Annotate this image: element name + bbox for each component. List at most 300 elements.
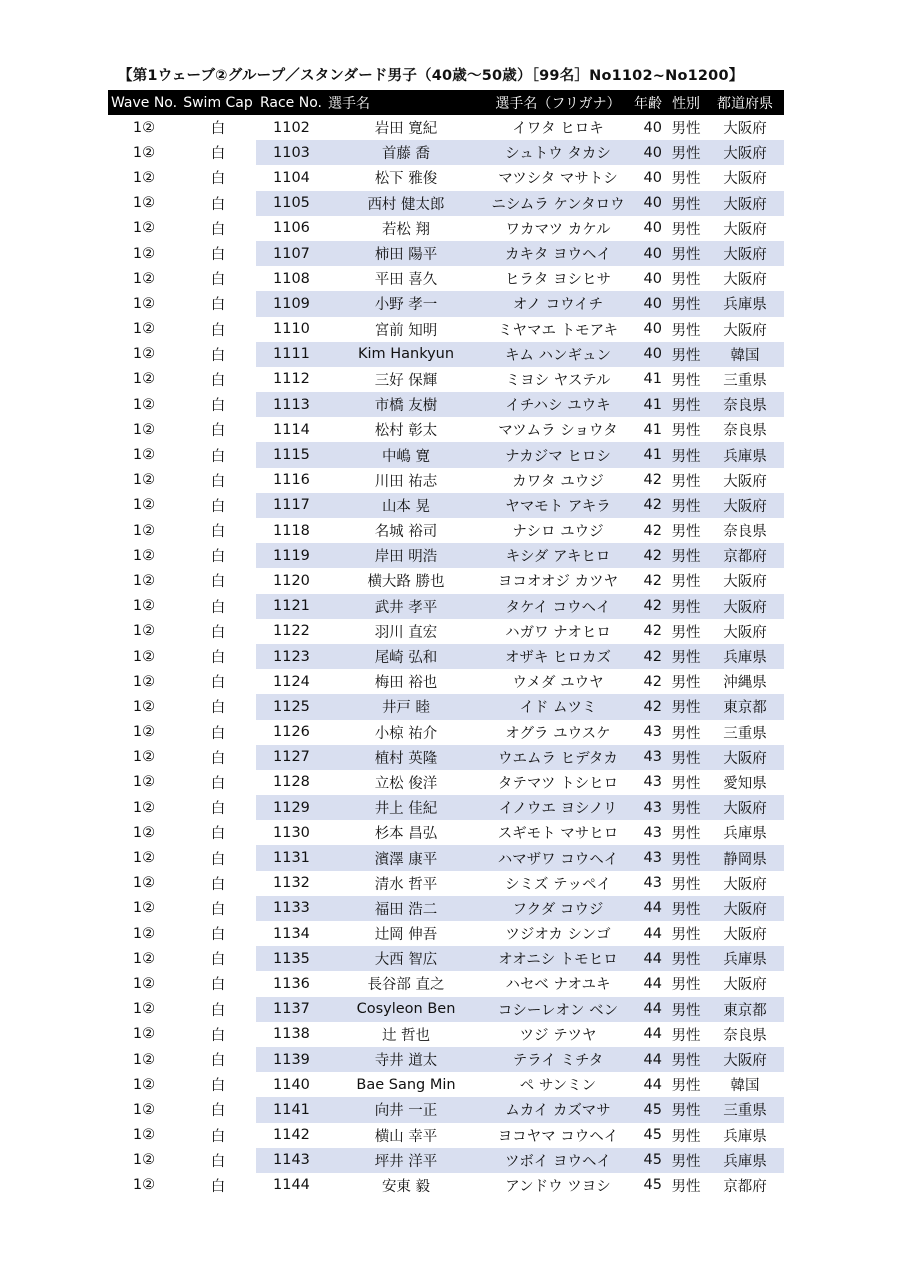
cell-swim-cap: 白 — [210, 876, 226, 893]
cell-name: 小野 孝一 — [326, 291, 486, 316]
cell-age: 42 — [630, 493, 666, 518]
cell-wave: 1② — [132, 270, 156, 287]
cell-prefecture: 大阪府 — [723, 171, 767, 188]
cell-wave: 1② — [132, 547, 156, 564]
cell-prefecture: 大阪府 — [723, 574, 767, 591]
table-row — [108, 694, 784, 719]
cell-age: 43 — [630, 845, 666, 870]
cell-name: 寺井 道太 — [326, 1047, 486, 1072]
cell-swim-cap: 白 — [210, 448, 226, 465]
cell-swim-cap: 白 — [210, 599, 226, 616]
cell-name: 名城 裕司 — [374, 524, 438, 541]
roster-body — [108, 115, 784, 1198]
table-row — [108, 140, 784, 165]
cell-name: 井戸 睦 — [326, 694, 486, 719]
cell-wave: 1② — [132, 648, 156, 665]
cell-name: 尾崎 弘和 — [326, 644, 486, 669]
cell-race-no: 1139 — [256, 1047, 326, 1072]
cell-wave: 1② — [132, 421, 156, 438]
cell-sex: 男性 — [666, 543, 706, 568]
cell-wave: 1② — [132, 1076, 156, 1093]
cell-swim-cap: 白 — [210, 473, 226, 490]
cell-sex: 男性 — [666, 946, 706, 971]
cell-wave: 1② — [132, 1177, 156, 1194]
cell-age: 40 — [643, 321, 662, 338]
cell-age: 40 — [643, 169, 662, 186]
cell-age: 44 — [643, 1076, 662, 1093]
cell-kana: ヤマモト アキラ — [486, 493, 630, 518]
cell-sex: 男性 — [666, 291, 706, 316]
cell-age: 41 — [643, 371, 662, 388]
cell-kana: ツボイ ヨウヘイ — [486, 1148, 630, 1173]
cell-age: 40 — [630, 191, 666, 216]
cell-name: 羽川 直宏 — [374, 624, 438, 641]
cell-race-no: 1128 — [273, 774, 310, 791]
cell-race-no: 1142 — [273, 1127, 310, 1144]
cell-wave: 1② — [132, 169, 156, 186]
cell-race-no: 1121 — [256, 594, 326, 619]
cell-race-no: 1143 — [256, 1148, 326, 1173]
cell-name: 濱澤 康平 — [326, 845, 486, 870]
cell-wave: 1② — [132, 824, 156, 841]
table-row — [108, 367, 784, 392]
cell-wave: 1② — [132, 1051, 156, 1068]
cell-age: 42 — [643, 623, 662, 640]
cell-race-no: 1104 — [273, 169, 310, 186]
cell-sex: 男性 — [666, 442, 706, 467]
cell-sex: 男性 — [666, 845, 706, 870]
cell-race-no: 1126 — [273, 724, 310, 741]
cell-wave: 1② — [132, 245, 156, 262]
cell-race-no: 1136 — [273, 975, 310, 992]
cell-sex: 男性 — [671, 977, 701, 994]
cell-prefecture: 奈良県 — [723, 524, 767, 541]
table-row — [108, 770, 784, 795]
cell-race-no: 1105 — [256, 191, 326, 216]
cell-prefecture: 兵庫県 — [706, 946, 784, 971]
cell-age: 41 — [630, 392, 666, 417]
cell-wave: 1② — [132, 623, 156, 640]
cell-prefecture: 大阪府 — [706, 241, 784, 266]
cell-prefecture: 大阪府 — [723, 221, 767, 238]
header-prefecture: 都道府県 — [706, 90, 784, 115]
cell-sex: 男性 — [666, 997, 706, 1022]
table-row — [108, 1022, 784, 1047]
cell-name: Bae Sang Min — [356, 1076, 456, 1093]
cell-age: 44 — [630, 1047, 666, 1072]
cell-age: 44 — [630, 896, 666, 921]
cell-name: Kim Hankyun — [326, 342, 486, 367]
cell-age: 45 — [630, 1097, 666, 1122]
cell-swim-cap: 白 — [210, 423, 226, 440]
cell-prefecture: 大阪府 — [723, 624, 767, 641]
cell-swim-cap: 白 — [210, 121, 226, 138]
cell-wave: 1② — [132, 598, 156, 615]
cell-kana: イノウエ ヨシノリ — [486, 795, 630, 820]
cell-swim-cap: 白 — [210, 1128, 226, 1145]
cell-name: 柿田 陽平 — [326, 241, 486, 266]
table-row — [108, 971, 784, 996]
table-row — [108, 291, 784, 316]
cell-sex: 男性 — [666, 795, 706, 820]
cell-prefecture: 兵庫県 — [723, 1128, 767, 1145]
cell-wave: 1② — [132, 220, 156, 237]
cell-sex: 男性 — [671, 1178, 701, 1195]
cell-sex: 男性 — [666, 1148, 706, 1173]
cell-prefecture: 兵庫県 — [706, 644, 784, 669]
cell-sex: 男性 — [671, 927, 701, 944]
cell-wave: 1② — [132, 799, 156, 816]
cell-race-no: 1130 — [273, 824, 310, 841]
cell-name: 小椋 祐介 — [374, 725, 438, 742]
cell-prefecture: 三重県 — [723, 725, 767, 742]
cell-race-no: 1114 — [273, 421, 310, 438]
cell-swim-cap: 白 — [210, 146, 226, 163]
table-row — [108, 165, 784, 190]
table-row — [108, 871, 784, 896]
cell-name: 平田 喜久 — [374, 272, 438, 289]
cell-wave: 1② — [132, 371, 156, 388]
cell-prefecture: 大阪府 — [706, 896, 784, 921]
cell-prefecture: 大阪府 — [723, 977, 767, 994]
cell-prefecture: 韓国 — [730, 1078, 760, 1095]
cell-prefecture: 大阪府 — [723, 473, 767, 490]
cell-race-no: 1108 — [273, 270, 310, 287]
header-name: 選手名 — [326, 90, 486, 115]
cell-swim-cap: 白 — [210, 700, 226, 717]
table-row — [108, 1047, 784, 1072]
cell-kana: スギモト マサヒロ — [497, 826, 619, 843]
cell-swim-cap: 白 — [210, 927, 226, 944]
cell-prefecture: 奈良県 — [706, 392, 784, 417]
cell-wave: 1② — [132, 321, 156, 338]
cell-kana: ハマザワ コウヘイ — [486, 845, 630, 870]
cell-kana: キム ハンギュン — [486, 342, 630, 367]
cell-prefecture: 大阪府 — [723, 927, 767, 944]
cell-race-no: 1125 — [256, 694, 326, 719]
table-row — [108, 216, 784, 241]
cell-swim-cap: 白 — [210, 901, 226, 918]
cell-kana: イド ムツミ — [486, 694, 630, 719]
cell-age: 43 — [643, 824, 662, 841]
cell-age: 44 — [630, 946, 666, 971]
cell-sex: 男性 — [666, 745, 706, 770]
cell-name: 岸田 明浩 — [326, 543, 486, 568]
cell-race-no: 1110 — [273, 321, 310, 338]
table-row — [108, 1173, 784, 1198]
cell-swim-cap: 白 — [210, 498, 226, 515]
cell-name: 若松 翔 — [381, 221, 431, 238]
cell-age: 42 — [630, 694, 666, 719]
cell-name: 松村 彰太 — [374, 423, 438, 440]
cell-race-no: 1117 — [256, 493, 326, 518]
cell-kana: キシダ アキヒロ — [486, 543, 630, 568]
cell-name: 清水 哲平 — [374, 876, 438, 893]
cell-race-no: 1124 — [273, 673, 310, 690]
cell-wave: 1② — [132, 1152, 156, 1169]
cell-prefecture: 大阪府 — [706, 191, 784, 216]
cell-wave: 1② — [132, 144, 156, 161]
cell-sex: 男性 — [671, 624, 701, 641]
cell-sex: 男性 — [671, 775, 701, 792]
cell-sex: 男性 — [671, 1128, 701, 1145]
cell-name: 首藤 喬 — [326, 140, 486, 165]
cell-race-no: 1103 — [256, 140, 326, 165]
cell-kana: カワタ ユウジ — [512, 473, 604, 490]
cell-wave: 1② — [132, 295, 156, 312]
cell-kana: ムカイ カズマサ — [486, 1097, 630, 1122]
header-sex: 性別 — [666, 90, 706, 115]
table-row — [108, 266, 784, 291]
cell-prefecture: 兵庫県 — [723, 826, 767, 843]
cell-sex: 男性 — [671, 725, 701, 742]
table-row — [108, 543, 784, 568]
cell-name: 武井 孝平 — [326, 594, 486, 619]
header-race-no: Race No. — [256, 90, 326, 115]
cell-kana: タテマツ トシヒロ — [497, 775, 619, 792]
cell-kana: シュトウ タカシ — [486, 140, 630, 165]
cell-prefecture: 静岡県 — [706, 845, 784, 870]
cell-swim-cap: 白 — [210, 1053, 226, 1070]
table-row — [108, 442, 784, 467]
cell-prefecture: 大阪府 — [723, 322, 767, 339]
cell-name: 中嶋 寛 — [326, 442, 486, 467]
cell-prefecture: 大阪府 — [723, 876, 767, 893]
cell-kana: イチハシ ユウキ — [486, 392, 630, 417]
cell-name: 川田 祐志 — [374, 473, 438, 490]
cell-age: 43 — [630, 795, 666, 820]
cell-wave: 1② — [132, 195, 156, 212]
cell-prefecture: 愛知県 — [723, 775, 767, 792]
cell-kana: コシーレオン ベン — [486, 997, 630, 1022]
cell-age: 45 — [630, 1148, 666, 1173]
cell-age: 41 — [643, 421, 662, 438]
cell-kana: マツムラ ショウタ — [498, 423, 618, 440]
cell-race-no: 1131 — [256, 845, 326, 870]
table-row — [108, 1123, 784, 1148]
cell-swim-cap: 白 — [210, 322, 226, 339]
cell-swim-cap: 白 — [210, 549, 226, 566]
cell-age: 41 — [630, 442, 666, 467]
cell-prefecture: 大阪府 — [723, 272, 767, 289]
document-title: 【第1ウェーブ②グループ／スタンダード男子（40歳～50歳）［99名］No1102~No1200】 — [118, 68, 744, 84]
cell-age: 44 — [643, 975, 662, 992]
cell-sex: 男性 — [666, 191, 706, 216]
cell-race-no: 1141 — [256, 1097, 326, 1122]
cell-wave: 1② — [132, 850, 156, 867]
cell-swim-cap: 白 — [210, 624, 226, 641]
cell-name: 向井 一正 — [326, 1097, 486, 1122]
cell-prefecture: 大阪府 — [706, 140, 784, 165]
cell-wave: 1② — [132, 472, 156, 489]
cell-kana: ワカマツ カケル — [505, 221, 611, 238]
cell-prefecture: 兵庫県 — [706, 442, 784, 467]
cell-prefecture: 奈良県 — [723, 423, 767, 440]
table-row — [108, 946, 784, 971]
cell-race-no: 1144 — [273, 1177, 310, 1194]
cell-sex: 男性 — [671, 524, 701, 541]
cell-name: 松下 雅俊 — [374, 171, 438, 188]
cell-race-no: 1120 — [273, 572, 310, 589]
cell-swim-cap: 白 — [210, 524, 226, 541]
cell-kana: ニシムラ ケンタロウ — [486, 191, 630, 216]
cell-race-no: 1102 — [273, 119, 310, 136]
cell-sex: 男性 — [671, 574, 701, 591]
cell-wave: 1② — [132, 925, 156, 942]
cell-swim-cap: 白 — [210, 297, 226, 314]
cell-swim-cap: 白 — [210, 801, 226, 818]
cell-swim-cap: 白 — [210, 775, 226, 792]
cell-race-no: 1109 — [256, 291, 326, 316]
cell-swim-cap: 白 — [210, 1153, 226, 1170]
cell-sex: 男性 — [666, 241, 706, 266]
cell-age: 40 — [643, 119, 662, 136]
cell-sex: 男性 — [671, 121, 701, 138]
cell-race-no: 1134 — [273, 925, 310, 942]
cell-swim-cap: 白 — [210, 650, 226, 667]
cell-kana: フクダ コウジ — [486, 896, 630, 921]
cell-age: 40 — [630, 291, 666, 316]
cell-wave: 1② — [132, 875, 156, 892]
cell-name: 杉本 昌弘 — [374, 826, 438, 843]
cell-sex: 男性 — [671, 1027, 701, 1044]
cell-age: 45 — [643, 1177, 662, 1194]
cell-age: 43 — [643, 724, 662, 741]
cell-race-no: 1115 — [256, 442, 326, 467]
table-row — [108, 115, 784, 140]
cell-kana: オグラ ユウスケ — [505, 725, 611, 742]
table-row — [108, 820, 784, 845]
cell-age: 42 — [643, 472, 662, 489]
table-row — [108, 1072, 784, 1097]
cell-age: 40 — [630, 140, 666, 165]
cell-sex: 男性 — [666, 1097, 706, 1122]
cell-name: 植村 英隆 — [326, 745, 486, 770]
cell-race-no: 1122 — [273, 623, 310, 640]
cell-wave: 1② — [132, 119, 156, 136]
cell-swim-cap: 白 — [210, 1178, 226, 1195]
cell-kana: ヨコオオジ カツヤ — [497, 574, 619, 591]
cell-sex: 男性 — [671, 372, 701, 389]
table-row — [108, 518, 784, 543]
roster-table — [108, 90, 784, 1198]
cell-kana: ナカジマ ヒロシ — [486, 442, 630, 467]
cell-sex: 男性 — [671, 171, 701, 188]
table-row — [108, 342, 784, 367]
cell-age: 42 — [643, 673, 662, 690]
table-row — [108, 468, 784, 493]
cell-swim-cap: 白 — [210, 952, 226, 969]
cell-name: 岩田 寛紀 — [374, 121, 438, 138]
header-age: 年齢 — [630, 90, 666, 115]
cell-kana: ツジ テツヤ — [519, 1027, 597, 1044]
cell-age: 40 — [630, 241, 666, 266]
cell-name: 安東 毅 — [381, 1178, 431, 1195]
cell-name: 福田 浩二 — [326, 896, 486, 921]
cell-name: 井上 佳紀 — [326, 795, 486, 820]
cell-wave: 1② — [132, 1026, 156, 1043]
cell-kana: ウエムラ ヒデタカ — [486, 745, 630, 770]
cell-kana: タケイ コウヘイ — [486, 594, 630, 619]
table-row — [108, 795, 784, 820]
table-row — [108, 745, 784, 770]
cell-wave: 1② — [132, 900, 156, 917]
cell-sex: 男性 — [671, 473, 701, 490]
cell-sex: 男性 — [671, 876, 701, 893]
cell-kana: ヨコヤマ コウヘイ — [497, 1128, 619, 1145]
cell-kana: オオニシ トモヒロ — [486, 946, 630, 971]
cell-race-no: 1106 — [273, 220, 310, 237]
cell-wave: 1② — [132, 950, 156, 967]
table-row — [108, 896, 784, 921]
table-row — [108, 921, 784, 946]
cell-sex: 男性 — [666, 392, 706, 417]
cell-race-no: 1135 — [256, 946, 326, 971]
table-row — [108, 619, 784, 644]
cell-swim-cap: 白 — [210, 247, 226, 264]
cell-sex: 男性 — [671, 675, 701, 692]
cell-name: 西村 健太郎 — [326, 191, 486, 216]
cell-prefecture: 東京都 — [706, 997, 784, 1022]
cell-sex: 男性 — [671, 322, 701, 339]
cell-sex: 男性 — [666, 140, 706, 165]
cell-swim-cap: 白 — [210, 272, 226, 289]
cell-wave: 1② — [132, 724, 156, 741]
cell-age: 43 — [643, 875, 662, 892]
cell-age: 43 — [643, 774, 662, 791]
table-row — [108, 417, 784, 442]
cell-race-no: 1137 — [256, 997, 326, 1022]
table-row — [108, 493, 784, 518]
cell-race-no: 1112 — [273, 371, 310, 388]
cell-swim-cap: 白 — [210, 372, 226, 389]
cell-name: 大西 智広 — [326, 946, 486, 971]
cell-sex: 男性 — [671, 1078, 701, 1095]
cell-sex: 男性 — [671, 272, 701, 289]
cell-sex: 男性 — [666, 493, 706, 518]
cell-sex: 男性 — [666, 1047, 706, 1072]
cell-swim-cap: 白 — [210, 1002, 226, 1019]
cell-race-no: 1119 — [256, 543, 326, 568]
cell-sex: 男性 — [666, 896, 706, 921]
cell-age: 45 — [643, 1127, 662, 1144]
table-row — [108, 317, 784, 342]
cell-kana: ミヨシ ヤステル — [505, 372, 611, 389]
cell-kana: ナシロ ユウジ — [512, 524, 604, 541]
cell-swim-cap: 白 — [210, 196, 226, 213]
cell-name: 辻 哲也 — [381, 1027, 431, 1044]
cell-swim-cap: 白 — [210, 977, 226, 994]
cell-prefecture: 大阪府 — [706, 795, 784, 820]
cell-sex: 男性 — [671, 221, 701, 238]
cell-kana: イワタ ヒロキ — [512, 121, 604, 138]
cell-wave: 1② — [132, 698, 156, 715]
cell-name: 立松 俊洋 — [374, 775, 438, 792]
cell-race-no: 1129 — [256, 795, 326, 820]
cell-sex: 男性 — [666, 342, 706, 367]
cell-kana: オザキ ヒロカズ — [486, 644, 630, 669]
cell-prefecture: 大阪府 — [706, 1047, 784, 1072]
cell-kana: ハセベ ナオユキ — [505, 977, 611, 994]
cell-name: 長谷部 直之 — [367, 977, 445, 994]
cell-wave: 1② — [132, 396, 156, 413]
cell-race-no: 1113 — [256, 392, 326, 417]
cell-age: 42 — [630, 594, 666, 619]
cell-kana: ミヤマエ トモアキ — [497, 322, 619, 339]
cell-kana: シミズ テッペイ — [504, 876, 612, 893]
table-row — [108, 1148, 784, 1173]
table-row — [108, 241, 784, 266]
